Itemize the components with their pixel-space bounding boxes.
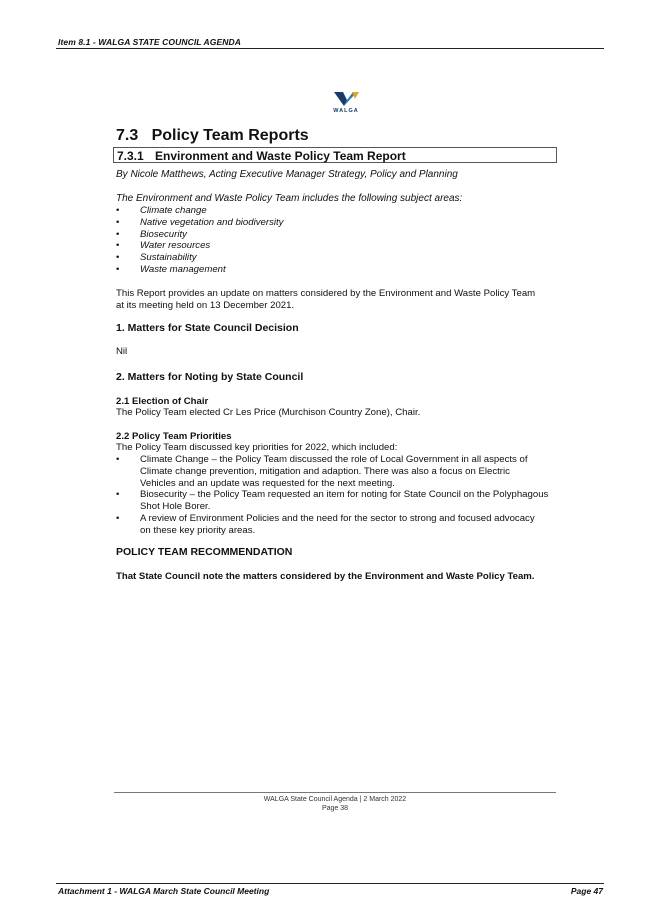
priorities-list (116, 454, 558, 537)
header-divider (56, 48, 604, 49)
section-heading (116, 127, 309, 145)
walga-logo-text: WALGA (333, 108, 359, 114)
list-item: • Native vegetation and biodiversity (116, 216, 284, 228)
report-paragraph: This Report provides an update on matters considered by the Environment and Waste Policy Team at its meeting held on 13 December 2021. (116, 288, 536, 311)
list-item: • Biosecurity – the Policy Team requested an item for noting for State Council on the Polyphagous Shot Hole Borer. (116, 489, 549, 513)
attachment-page-number: Page 47 (570, 886, 603, 896)
election-heading: 2.1 Election of Chair (116, 396, 209, 407)
subsection-title: Environment and Waste Policy Team Report (155, 149, 406, 163)
attachment-label: Attachment 1 - WALGA March State Council Meeting (58, 886, 270, 896)
subject-area-list (116, 205, 416, 276)
election-body: The Policy Team elected Cr Les Price (Murchison Country Zone), Chair. (116, 407, 421, 418)
intro-text: The Environment and Waste Policy Team includes the following subject areas: (116, 193, 463, 204)
matters-noting-heading: 2. Matters for Noting by State Council (116, 371, 304, 383)
list-item: • Sustainability (116, 252, 197, 264)
footer-divider (114, 792, 556, 793)
list-item: • Climate change (116, 205, 207, 216)
list-item: • Water resources (116, 240, 211, 252)
footer-agenda-date: WALGA State Council Agenda | 2 March 2022 (263, 796, 407, 803)
bottom-divider (56, 883, 604, 884)
list-item: • Waste management (116, 263, 226, 275)
matters-decision-body: Nil (116, 346, 128, 357)
section-title: Policy Team Reports (151, 127, 309, 144)
list-item: • Biosecurity (116, 228, 187, 240)
footer-page-number: Page 38 (321, 805, 349, 812)
section-number: 7.3 (116, 127, 139, 144)
page-footer (114, 795, 556, 813)
list-item: • Climate Change – the Policy Team discussed the role of Local Government in all aspects of Climate change prevention, mitigation and adaption. There was also a focus on Electric Vehicles and an update was requested for the next meeting. (116, 454, 528, 489)
recommendation-body: That State Council note the matters considered by the Environment and Waste Policy Team. (116, 571, 535, 582)
priorities-body: The Policy Team discussed key priorities for 2022, which included: (116, 442, 398, 453)
author-line: By Nicole Matthews, Acting Executive Manager Strategy, Policy and Planning (116, 169, 458, 180)
matters-decision-heading: 1. Matters for State Council Decision (116, 322, 299, 334)
priorities-heading: 2.2 Policy Team Priorities (116, 431, 232, 442)
list-item: • A review of Environment Policies and the need for the sector to strong and focused advocacy on these key priority areas. (116, 512, 535, 536)
agenda-header: Item 8.1 - WALGA STATE COUNCIL AGENDA (58, 37, 241, 47)
recommendation-heading: POLICY TEAM RECOMMENDATION (116, 546, 293, 558)
subsection-number: 7.3.1 (117, 149, 144, 163)
